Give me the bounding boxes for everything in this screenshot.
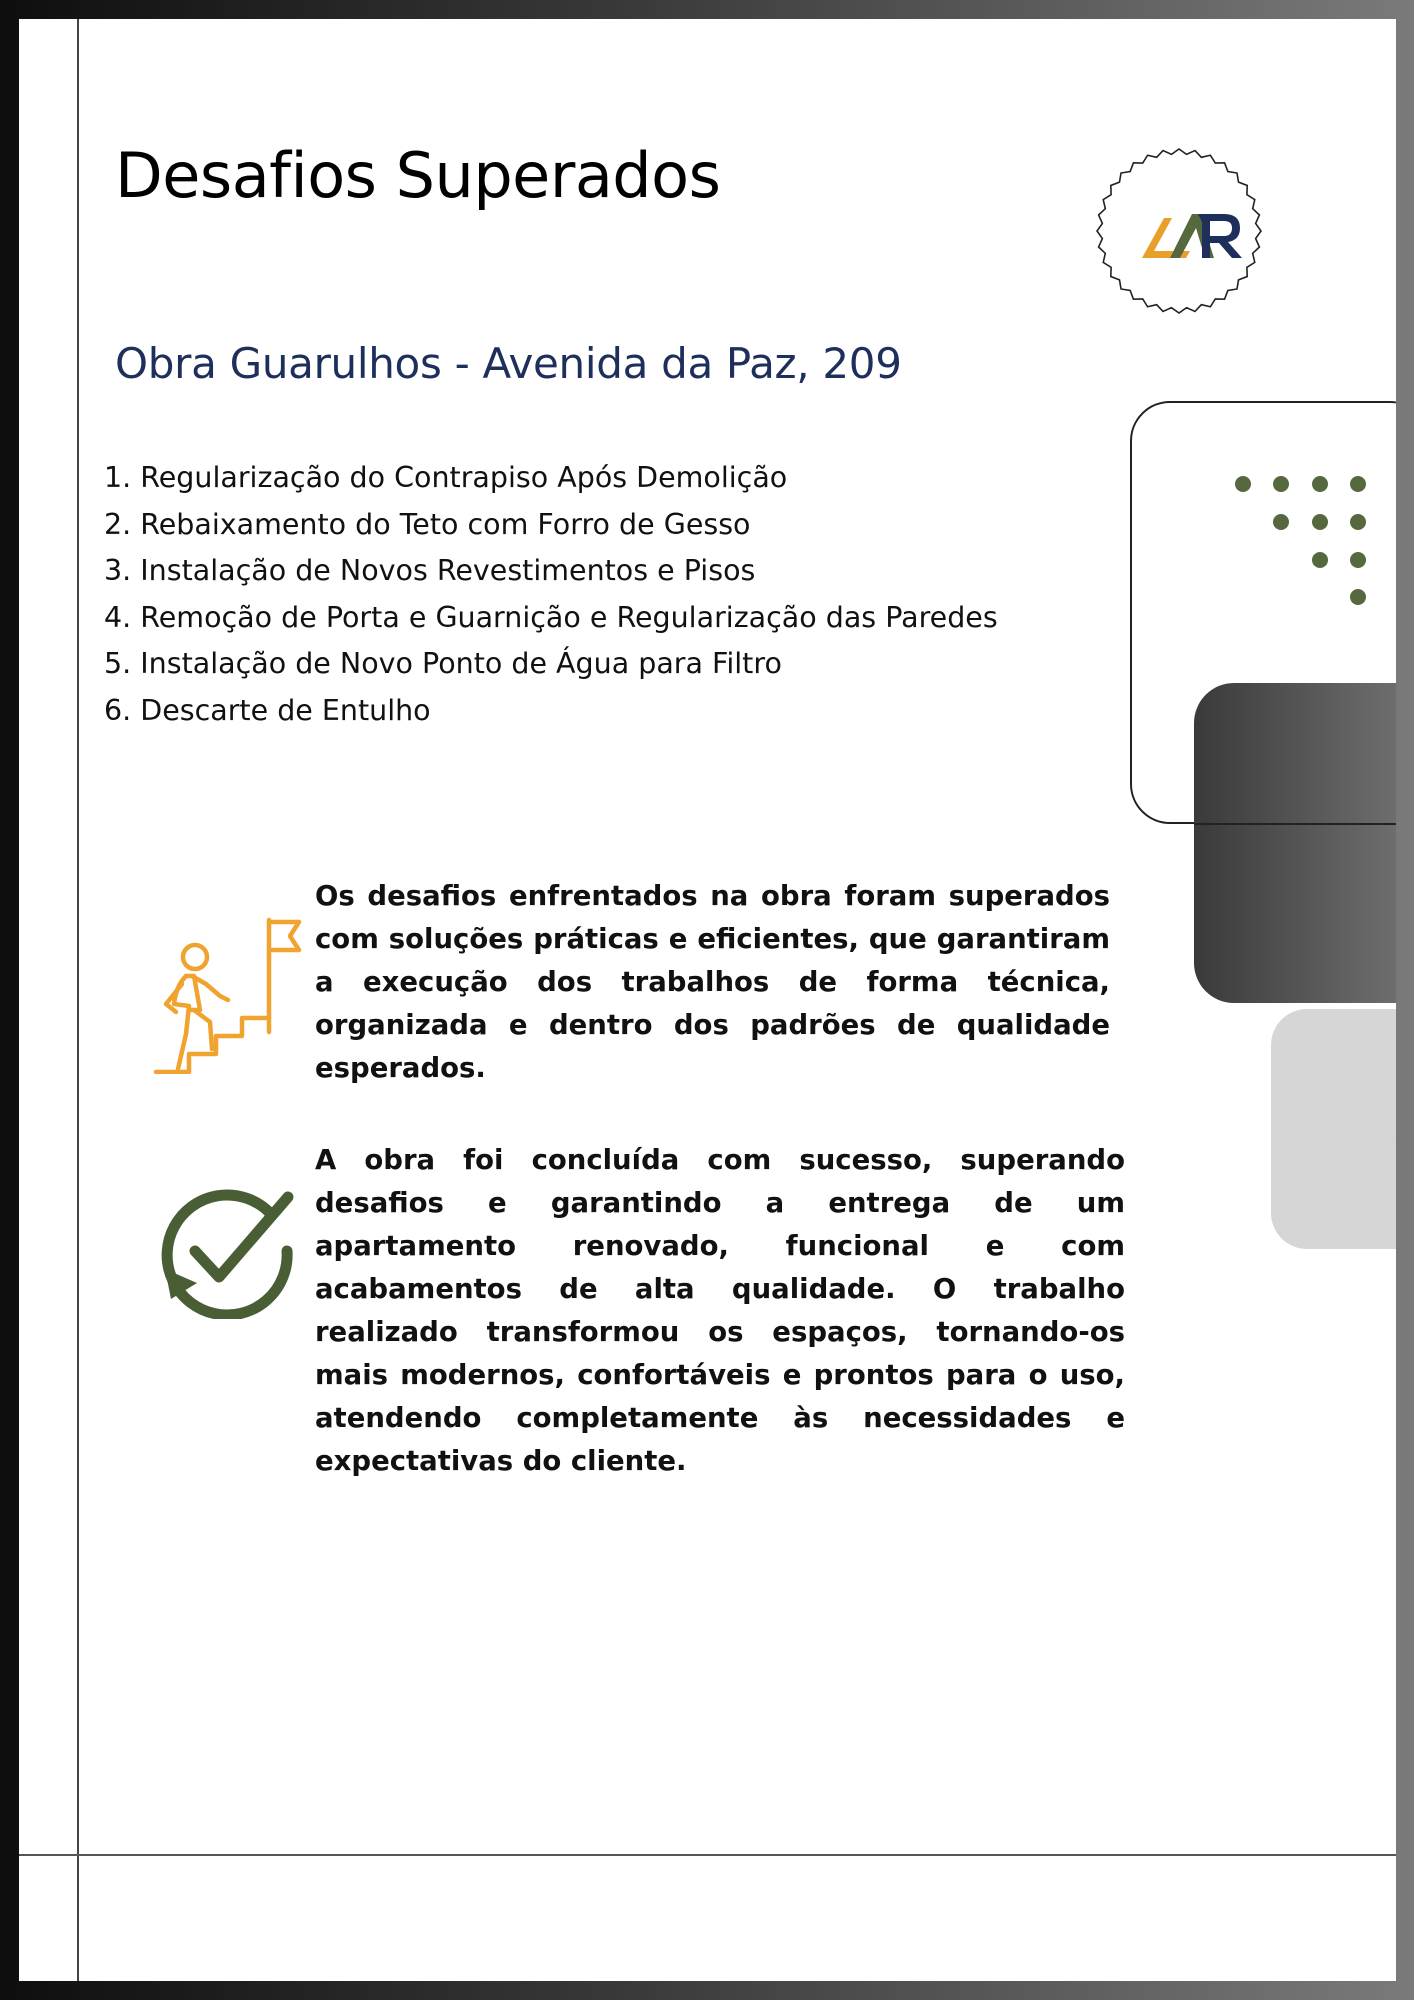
list-item: 1. Regularização do Contrapiso Após Demolição	[104, 461, 788, 494]
section-text-conclusion: A obra foi concluída com sucesso, superando desafios e garantindo a entrega de um apartamento renovado, funcional e com acabamentos de alta qualidade. O trabalho realizado transformou os espaços, tornando-os mais modernos, confortáveis e prontos para o uso, atendendo completamente às necessidades e expectativas do cliente.	[315, 1144, 1125, 1477]
decorative-dot	[1350, 589, 1366, 605]
decorative-dot	[1312, 514, 1328, 530]
challenge-list	[104, 455, 998, 734]
bottom-margin-line	[19, 1854, 1396, 1856]
decorative-dot	[1350, 514, 1366, 530]
climbing-stairs-flag-icon	[134, 914, 309, 1074]
list-item: 3. Instalação de Novos Revestimentos e Pisos	[104, 554, 756, 587]
section-text-challenges: Os desafios enfrentados na obra foram superados com soluções práticas e eficientes, que garantiram a execução dos trabalhos de forma técnica, organizada e dentro dos padrões de qualidade esperados.	[315, 880, 1110, 1084]
decorative-dot	[1273, 476, 1289, 492]
project-subtitle: Obra Guarulhos - Avenida da Paz, 209	[115, 339, 902, 388]
decorative-dot	[1350, 476, 1366, 492]
list-item: 6. Descarte de Entulho	[104, 693, 431, 727]
decorative-light-block	[1271, 1009, 1396, 1249]
left-margin-line	[77, 19, 79, 1981]
page-title: Desafios Superados	[115, 139, 721, 212]
decorative-frame-bottom-edge	[1194, 823, 1396, 825]
decorative-dot	[1312, 476, 1328, 492]
decorative-dot	[1273, 514, 1289, 530]
decorative-dark-block	[1194, 683, 1396, 1003]
decorative-dot	[1312, 552, 1328, 568]
decorative-dot	[1235, 476, 1251, 492]
company-logo-seal	[1094, 146, 1264, 316]
list-item: 4. Remoção de Porta e Guarnição e Regularização das Paredes	[104, 600, 998, 634]
check-circle-refresh-icon	[157, 1179, 297, 1319]
list-item: 2. Rebaixamento do Teto com Forro de Gesso	[104, 507, 751, 541]
document-page	[19, 19, 1396, 1981]
list-item: 5. Instalação de Novo Ponto de Água para Filtro	[104, 647, 782, 680]
decorative-dot	[1350, 552, 1366, 568]
